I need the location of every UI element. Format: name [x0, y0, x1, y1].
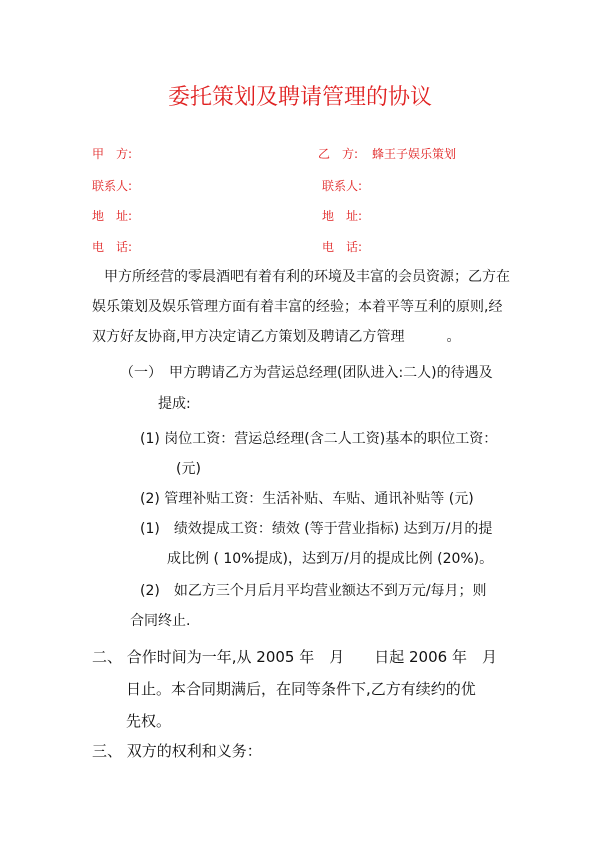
phone-b-label: 电 话: [322, 240, 363, 254]
section2-line-3: 先权。 [126, 712, 172, 730]
section1-heading-cont: 提成: [158, 396, 191, 412]
party-a-label: 甲 方: [92, 147, 133, 161]
address-b-label: 地 址: [322, 209, 363, 223]
section3-heading: 三、 双方的权利和义务： [92, 742, 262, 760]
section1-heading: （一） 甲方聘请乙方为营运总经理(团队进入:二人)的待遇及 [120, 365, 493, 381]
party-b-value: 蜂王子娱乐策划 [372, 147, 457, 161]
section1-item1-cont: (元) [176, 461, 201, 477]
section2-line-2: 日止。本合同期满后，在同等条件下,乙方有续约的优 [126, 680, 476, 698]
section1-item4: (2) 如乙方三个月后月平均营业额达不到万元/每月；则 [140, 583, 487, 599]
section2-line-1: 二、 合作时间为一年,从 2005 年 月 日起 2006 年 月 [92, 648, 497, 666]
intro-line-1: 甲方所经营的零晨酒吧有着有利的环境及丰富的会员资源；乙方在 [104, 269, 510, 285]
contact-b-label: 联系人: [322, 179, 363, 193]
section1-item3: (1) 绩效提成工资：绩效 (等于营业指标) 达到万/月的提 [140, 521, 493, 537]
address-a-label: 地 址: [92, 209, 133, 223]
section1-item4-cont: 合同终止. [130, 613, 191, 629]
section1-item1: (1) 岗位工资：营运总经理(含二人工资)基本的职位工资： [140, 431, 498, 447]
contact-a-label: 联系人: [92, 179, 133, 193]
intro-line-2: 娱乐策划及娱乐管理方面有着丰富的经验；本着平等互利的原则,经 [92, 299, 503, 315]
section1-item2: (2) 管理补贴工资：生活补贴、车贴、通讯补贴等 (元) [140, 491, 474, 507]
party-b-label: 乙 方: [318, 147, 359, 161]
intro-line-3: 双方好友协商,甲方决定请乙方策划及聘请乙方管理 。 [92, 329, 461, 345]
section1-item3-cont: 成比例 ( 10%提成)，达到万/月的提成比例 (20%)。 [167, 551, 494, 567]
phone-a-label: 电 话: [92, 240, 133, 254]
document-title: 委托策划及聘请管理的协议 [167, 85, 432, 110]
